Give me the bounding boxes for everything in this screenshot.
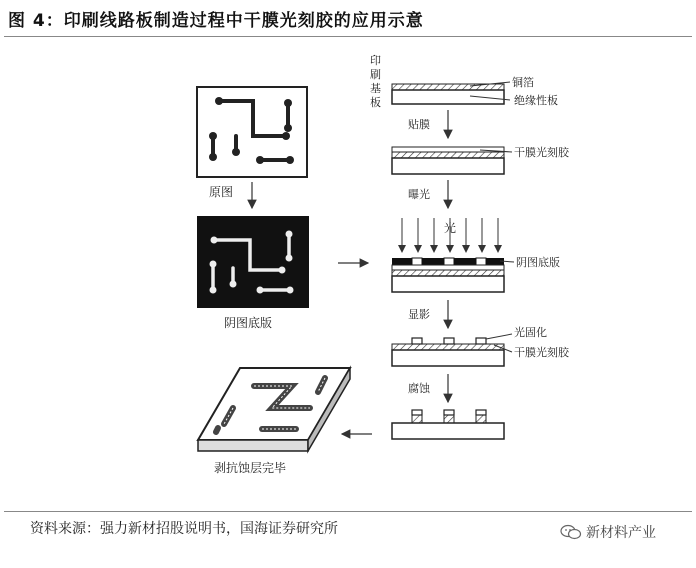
label-finished: 剥抗蚀层完毕 [214, 461, 287, 475]
label-exposure: 曝光 [408, 188, 430, 201]
source-note: 资料来源：强力新材招股说明书，国海证券研究所 [30, 521, 338, 537]
svg-text:板: 板 [370, 96, 381, 109]
finished-board [198, 368, 350, 451]
svg-text:基: 基 [370, 82, 381, 95]
label-dry-film-1: 干膜光刻胶 [514, 146, 569, 159]
label-negative-film: 阴图底版 [516, 256, 560, 269]
original-pattern [197, 87, 307, 177]
label-copper-foil: 铜箔 [512, 76, 534, 89]
figure-title: 图 4：印刷线路板制造过程中干膜光刻胶的应用示意 [8, 11, 424, 31]
label-dry-film-2: 干膜光刻胶 [514, 346, 569, 359]
wechat-icon [560, 524, 582, 540]
watermark-text: 新材料产业 [586, 525, 656, 541]
step2-laminated [392, 147, 512, 174]
label-negative: 阴图底版 [224, 316, 273, 330]
negative-film [197, 216, 309, 308]
label-light: 光 [444, 221, 457, 235]
step3-exposure [392, 258, 514, 292]
substrate-vertical-label [370, 54, 381, 109]
svg-text:刷: 刷 [370, 68, 381, 81]
label-original: 原图 [209, 185, 234, 199]
step1-substrate [392, 82, 510, 104]
label-etching: 腐蚀 [408, 382, 430, 395]
step4-developed [392, 334, 512, 366]
label-photo-cured: 光固化 [514, 326, 547, 339]
bottom-divider [4, 511, 692, 512]
watermark [560, 522, 656, 542]
svg-text:印: 印 [370, 54, 381, 67]
label-insulating-board: 绝缘性板 [514, 94, 558, 107]
label-lamination: 贴膜 [408, 118, 430, 131]
label-development: 显影 [408, 308, 430, 321]
step5-etched [392, 410, 504, 439]
